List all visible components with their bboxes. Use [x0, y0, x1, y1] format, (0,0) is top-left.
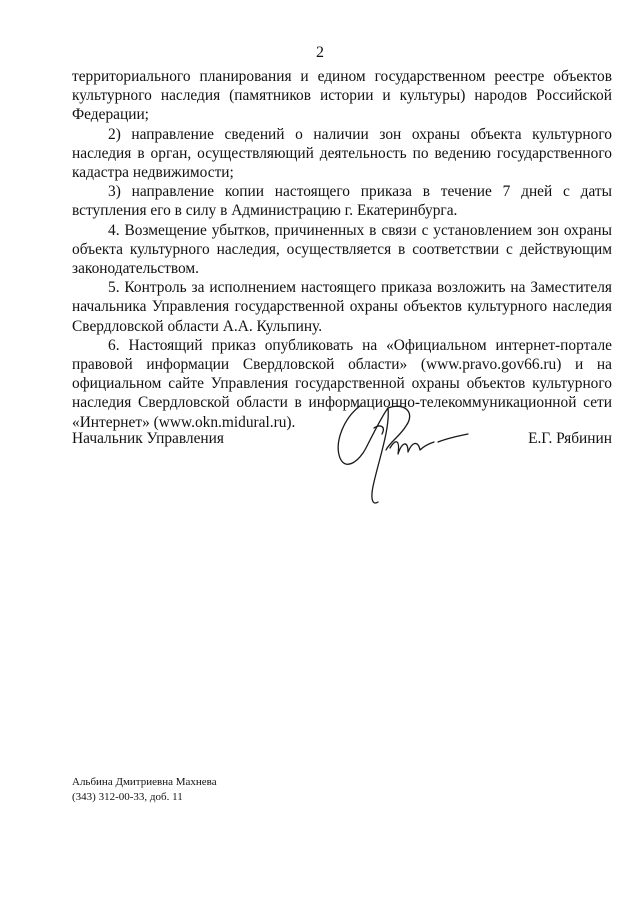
document-body — [72, 67, 612, 432]
paragraph: 2) направление сведений о наличии зон охраны объекта культурного наследия в орган, осуществляющий деятельность по ведению государственного кадастра недвижимости; — [72, 125, 612, 182]
paragraph: 3) направление копии настоящего приказа в течение 7 дней с даты вступления его в силу в Администрацию г. Екатеринбурга. — [72, 183, 612, 220]
paragraph: 5. Контроль за исполнением настоящего приказа возложить на Заместителя начальника Управления государственной охраны объектов культурного наследия Свердловской области А.А. Кульпину. — [72, 279, 612, 335]
handwritten-signature — [330, 398, 480, 510]
page-number: 2 — [316, 44, 324, 61]
paragraph: 4. Возмещение убытков, причиненных в связи с установлением зон охраны объекта культурного наследия, осуществляется в соответствии с действующим законодательством. — [72, 221, 612, 278]
executor-name: Альбина Дмитриевна Махнева — [72, 776, 217, 788]
signature-block — [72, 430, 612, 530]
paragraph: территориального планирования и едином государственном реестре объектов культурного наследия (памятников истории и культуры) народов Российской Федерации; — [72, 68, 612, 124]
signatory-title: Начальник Управления — [72, 430, 224, 447]
executor-phone: (343) 312-00-33, доб. 11 — [72, 791, 183, 803]
paragraph: 6. Настоящий приказ опубликовать на «Официальном интернет-портале правовой информации Свердловской области» (www.pravo.gov66.ru) и на официальном сайте Управления государственной охраны объектов культурного наследия Свердловской области в информационно-телекоммуникационной сети «Интернет» (www.okn.midural.ru). — [72, 336, 612, 431]
signatory-name: Е.Г. Рябинин — [528, 430, 612, 447]
executor-info — [72, 775, 217, 805]
